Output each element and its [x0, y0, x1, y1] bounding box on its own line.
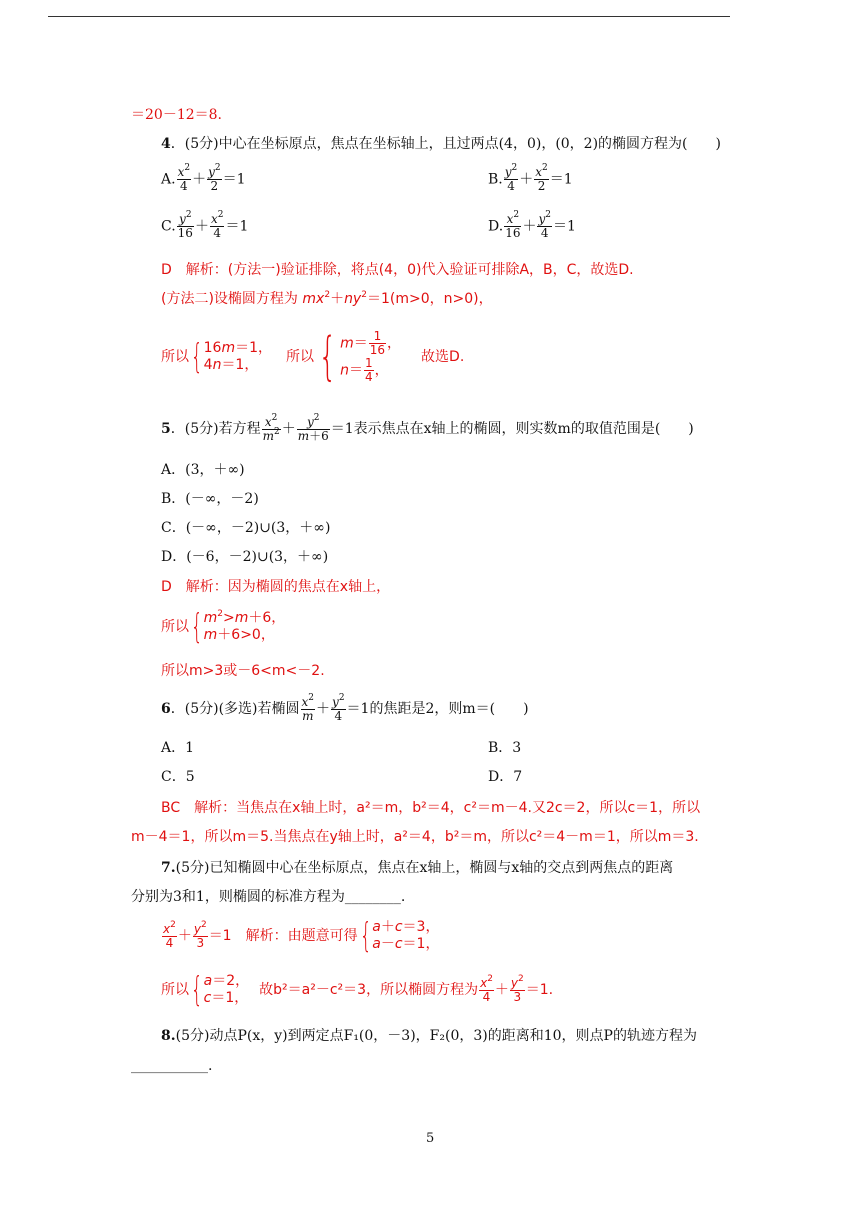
q7-answer: $\frac{x^2}{4}$ ＋ $\frac{y^2}{3}$ ＝1 解析：由题意可得 { a＋c＝3， a－c＝1，	[163, 916, 440, 956]
q5-option-b[interactable]: B．(－∞，－2)	[161, 491, 259, 507]
q5-option-c[interactable]: C．(－∞，－2)∪(3，＋∞)	[161, 520, 331, 536]
q6-option-d[interactable]: D．7	[488, 769, 523, 785]
q5-answer: D 解析：因为椭圆的焦点在x轴上，	[161, 579, 391, 595]
q6-answer-line2: m－4＝1，所以m＝5.当焦点在y轴上时，a²＝4，b²＝m，所以c²＝4－m＝1，所以m＝3.	[131, 829, 699, 845]
question-4-stem: 4．(5分)中心在坐标原点，焦点在坐标轴上，且过两点(4，0)，(0，2)的椭圆方程为( )	[161, 136, 721, 152]
q6-option-a[interactable]: A．1	[161, 740, 195, 756]
q6-option-c[interactable]: C．5	[161, 769, 195, 785]
q4-system: 所以 { 16m＝1， 4n＝1， 所以 { m＝ $\frac{1}{16}$ ， n＝ $\frac{1}{4}$ ， 故选D.	[161, 327, 465, 387]
q5-system: 所以 { $m^2>m+6$， m＋6>0，	[161, 607, 286, 647]
q4-option-a[interactable]: A. $\frac{x^2}{4}$ ＋ $\frac{y^2}{2}$ ＝1	[161, 163, 246, 193]
header-rule	[48, 16, 730, 17]
q4-option-b[interactable]: B. $\frac{y^2}{4}$ ＋ $\frac{x^2}{2}$ ＝1	[488, 163, 573, 193]
prev-answer-tail: ＝20－12＝8.	[131, 107, 222, 123]
q5-option-a[interactable]: A．(3，＋∞)	[161, 462, 245, 478]
question-8-stem: 8.(5分)动点P(x，y)到两定点F₁(0，－3)，F₂(0，3)的距离和10，则点P的轨迹方程为	[161, 1028, 697, 1044]
page-number: 5	[426, 1131, 435, 1146]
q4-answer: D 解析：(方法一)验证排除，将点(4，0)代入验证可排除A，B，C，故选D.	[161, 262, 634, 278]
question-7-stem: 7.(5分)已知椭圆中心在坐标原点，焦点在x轴上，椭圆与x轴的交点到两焦点的距离	[161, 860, 674, 876]
q4-option-c[interactable]: C. $\frac{y^2}{16}$ ＋ $\frac{x^2}{4}$ ＝1	[161, 210, 249, 240]
q5-option-d[interactable]: D．(－6，－2)∪(3，＋∞)	[161, 549, 329, 565]
q4-option-d[interactable]: D. $\frac{x^2}{16}$ ＋ $\frac{y^2}{4}$ ＝1	[488, 210, 576, 240]
question-8-blank: ___________.	[131, 1058, 213, 1074]
question-5-stem: 5 ． (5分)若方程 $\frac{x^2}{m^2}$ ＋ $\frac{y^2}{m+6}$ ＝1表示焦点在x轴上的椭圆，则实数m的取值范围是( )	[161, 412, 694, 443]
q6-answer-line1: BC 解析：当焦点在x轴上时，a²＝m，b²＝4，c²＝m－4.又2c＝2，所以c＝1，所以	[161, 800, 701, 816]
q5-conclusion: 所以m>3或－6<m<－2.	[161, 663, 325, 679]
question-6-stem: 6 ． (5分)(多选)若椭圆 $\frac{x^2}{m}$ ＋ $\frac{y^2}{4}$ ＝1的焦距是2，则m＝( )	[161, 692, 529, 723]
question-7-stem-line2: 分别为3和1，则椭圆的标准方程为________.	[131, 889, 406, 905]
q7-solution: 所以 { a＝2， c＝1， 故b²＝a²－c²＝3，所以椭圆方程为 $\frac{x^2}{4}$ ＋ $\frac{y^2}{3}$ ＝1.	[161, 970, 554, 1010]
q4-method2: (方法二)设椭圆方程为 $mx^2+ny^2=1(m>0$，n>0)，	[161, 290, 493, 307]
q6-option-b[interactable]: B．3	[488, 740, 522, 756]
